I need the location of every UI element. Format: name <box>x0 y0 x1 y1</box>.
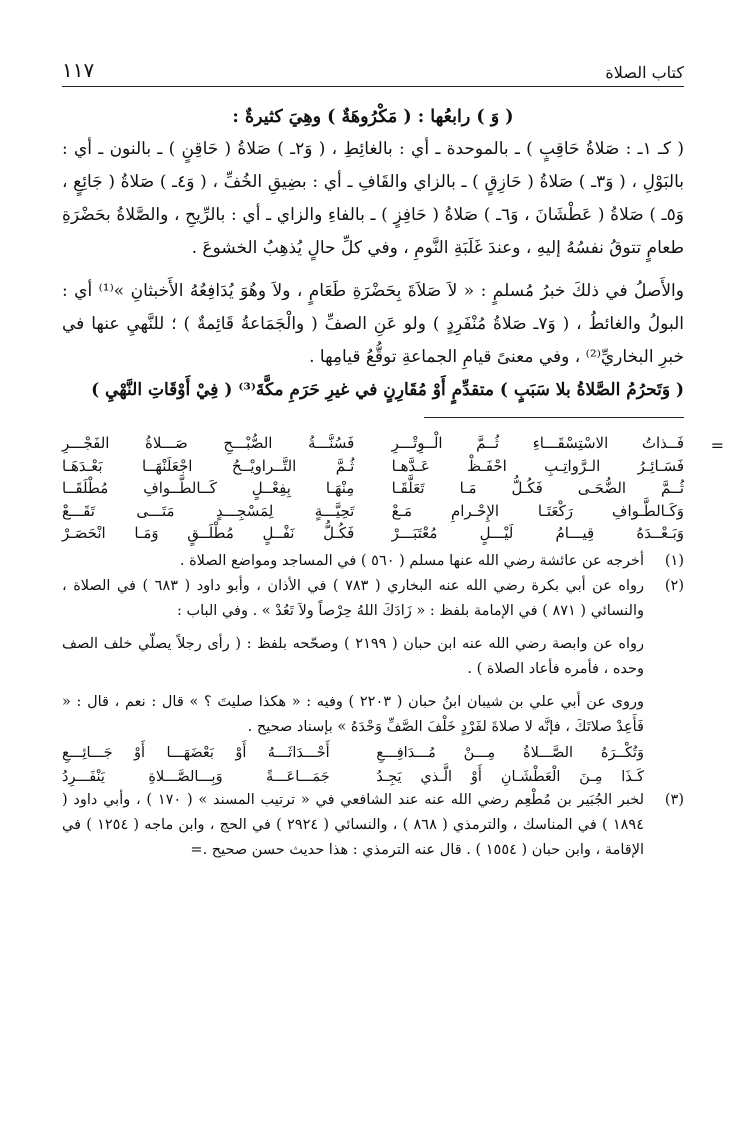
paragraph-3: ( وَتَحرُمُ الصَّلاةُ بلا سَبَبٍ ) متقدِّمٍ أَوْ مُقَارِنٍ في غيرِ حَرَمِ مكَّةَ⁽³⁾ ( فِيْ أَوْقَاتِ النَّهْيِ ) <box>91 380 684 400</box>
hemistich-first: وَبَـعْــدَهُ قِيـــامُ لَيْـــلٍ مُعْتَبَـــرْ <box>391 524 684 542</box>
footnote-number: (١) <box>664 552 684 569</box>
footnote-separator <box>424 417 684 418</box>
poem-verse <box>62 455 684 478</box>
hemistich-first: وَكَـالطَّـوافِ رَكْعَتَـا الإِحْـرامِ مَـعْ <box>391 501 684 520</box>
poem-verse <box>62 477 684 500</box>
hemistich-second: فَكُـلُّ نَفْــلٍ مُطْلَــقٍ وَمَـا انْحَصَـرْ <box>62 524 355 542</box>
footnote-text <box>62 788 644 863</box>
hemistich-second: ثُـمَّ التَّــراويْــحُ اجْعَلَنْهَــا بَعْـدَهَـا <box>62 456 355 475</box>
poem-verse <box>62 522 684 545</box>
poem-verse <box>62 500 684 523</box>
hemistich-second: جَمَـــاعَـــةً وَبِـــالصَّـــلاةِ يَنْفَـــرِدُ <box>62 768 330 785</box>
hemistich-second: فَسُنَّـــةُ الصُّبْـــحِ صَـــلاةُ الفَجْـــرِ <box>62 434 355 452</box>
footnote-verse <box>62 766 684 788</box>
hemistich-first: فَسَـائِـرُ الـرَّواتِـبِ احْفَـظْ عَـدَّهـا <box>391 456 684 475</box>
footnote-number: (٣) <box>664 791 684 808</box>
hemistich-first: فَــذاتُ الاسْتِسْقَـــاءِ ثُــمَّ الْــوِتْـــرِ <box>391 434 684 452</box>
hemistich-second: تَحِيَّـــةٍ لِمَسْجِـــدٍ مَتَـــى تَقَـــعْ <box>62 501 355 520</box>
footnote-verse <box>62 742 684 764</box>
footnote-2-paragraph: رواه عن وابصة رضي الله عنه ابن حبان ( ٢١٩٩ ) وصحّحه بلفظ : ( رأى رجلاً يصلّي خلف الصف وحده ، فأمره فأعاد الصلاة ) . <box>62 635 644 677</box>
section-heading: ( وَ ) رابعُها : ( مَكْرُوهَةٌ ) وهِيَ كثيرةٌ : <box>232 107 514 127</box>
footnote-2-paragraph: وروى عن أبي علي بن شيبان ابنُ حبان ( ٢٢٠٣ ) وفيه : « هكذا صليتَ ؟ » قال : نعم ، قال : « فَأَعِدْ صلاتَكَ ، فإنَّه لا صلاةَ لفَرْدٍ خَلْفَ الصَّفِّ وَحْدَهُ » بإسناد صحيح . <box>62 693 645 735</box>
running-header <box>62 56 684 87</box>
book-title: كتاب الصلاة <box>605 63 684 82</box>
main-text <box>62 133 684 407</box>
footnote-text: أخرجه عن عائشة رضي الله عنها مسلم ( ٥٦٠ ) في المساجد ومواضع الصلاة . <box>179 552 644 569</box>
continuation-mark: = <box>710 436 724 455</box>
footnote-1 <box>62 549 684 574</box>
paragraph-2: والأَصلُ في ذلكَ خبرُ مُسلمٍ : « لاَ صَلاَةَ بِحَضْرَةِ طَعَامٍ ، ولاَ وهُوَ يُدَافِعُهُ الأَخبثانِ »⁽¹⁾ أي : البولُ والغائطُ ، ( وَ٧ـ صَلاةُ مُنْفَرِدٍ ) ولو عَنِ الصفِّ ( والْجَمَاعةُ قَائِمةٌ ) ؛ للنَّهيِ عنها في خبرِ البخاريِّ⁽²⁾ ، وفي معنىً قيامِ الجماعةِ توقُّعُ قيامِها . <box>62 281 684 367</box>
footnote-3 <box>62 788 684 863</box>
hemistich-second: أَحْـــدَاثَـــهُ أَوْ بَعْضَهَـــا أَوْ جَـــائِـــعِ <box>62 744 330 761</box>
hemistich-first: وَتُكْــرَهُ الصَّـــلاةُ مِـــنْ مُـــدَافِـــعِ <box>376 744 644 761</box>
footnotes <box>62 549 684 863</box>
footnote-3-text: لخبر الجُبَير بن مُطْعِم رضي الله عنه عند الشافعي في « ترتيب المسند » ( ١٧٠ ) ، وأبي داود ( ١٨٩٤ ) في المناسك ، والترمذي ( ٨٦٨ ) ، والنسائي ( ٢٩٢٤ ) في الحج ، وابن ماجه ( ١٢٥٤ ) في الإقامة ، وابن حبان ( ١٥٥٤ ) . قال عنه الترمذي : هذا حديث حسن صحيح .= <box>62 791 644 858</box>
hemistich-first: ثُــمَّ الضُّحَـى فَكُـلُّ مَـا تَعَلَّقَـا <box>391 479 684 497</box>
poem-verse <box>62 432 684 455</box>
footnote-number: (٢) <box>664 577 684 594</box>
page-number: ١١٧ <box>62 58 95 82</box>
footnote-2 <box>62 574 684 624</box>
paragraph-1: ( كـ ١ـ : صَلاةُ حَاقِبٍ ) ـ بالموحدة ـ أي : بالغائِطِ ، ( وَ٢ـ ) صَلاةُ ( حَاقِنٍ ) ـ بالنون ـ أي : بالبَوْلِ ، ( وَ٣ـ ) صَلاةُ ( حَازِقٍ ) ـ بالزاي والقَافِ ـ أي : بضِيقِ الخُفِّ ، ( وَ٤ـ ) صَلاةُ ( جَائِعٍ ، وَ٥ـ ) صَلاةُ ( عَطْشَانَ ، وَ٦ـ ) صَلاةُ ( حَافِزٍ ) ـ بالفاءِ والزاي ـ أي : بالرِّيحِ ، والصَّلاةُ بحَضْرَةِ طعامٍ تتوقُ نفسُهُ إليهِ ، وعندَ غَلَبَةِ النَّومِ ، وفي كلِّ حالٍ يُذهِبُ الخشوعَ . <box>62 139 684 258</box>
poem-block <box>62 432 724 545</box>
footnote-text: رواه عن أبي بكرة رضي الله عنه البخاري ( ٧٨٣ ) في الأذان ، وأبو داود ( ٦٨٣ ) في الصلاة ، والنسائي ( ٨٧١ ) في الإمامة بلفظ : « زَادَكَ اللهُ حِرْصاً ولاَ تَعُدْ » . وفي الباب : <box>62 577 644 619</box>
hemistich-first: كَـذَا مِـنَ الْعَطْشَـانِ أَوْ الَّـذي يَجِـدُ <box>376 768 644 785</box>
hemistich-second: مِنْهَـا بِفِعْــلٍ كَــالطَّــوافِ مُطْلَقَــا <box>62 479 355 497</box>
